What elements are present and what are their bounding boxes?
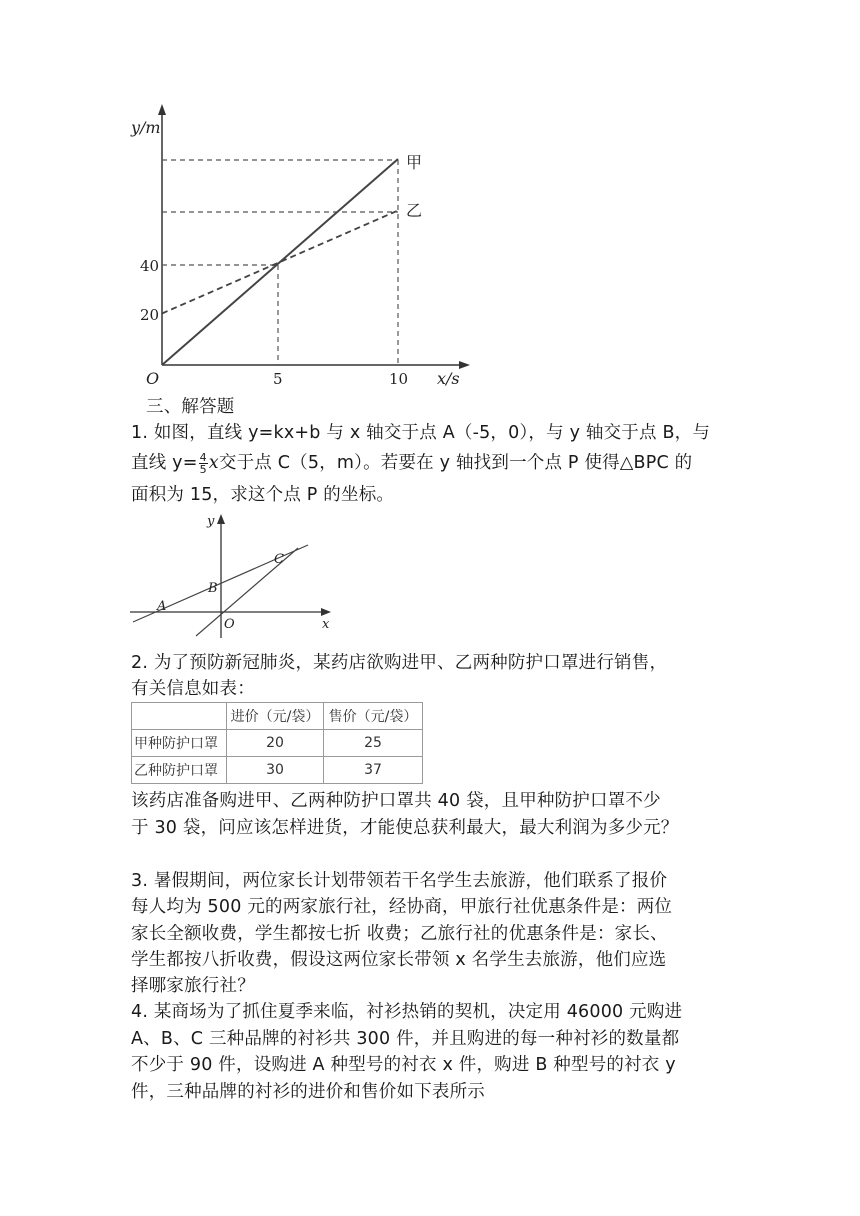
mask-price-table bbox=[131, 702, 423, 784]
section-title: 三、解答题 bbox=[146, 397, 235, 417]
q4-line-1: 4. 某商场为了抓住夏季来临，衬衫热销的契机，决定用 46000 元购进 bbox=[131, 1002, 683, 1022]
q2-line-2: 有关信息如表： bbox=[131, 679, 255, 699]
distance-time-chart bbox=[120, 100, 480, 395]
sketch-y-label: y bbox=[207, 514, 215, 529]
y-tick-40: 40 bbox=[140, 257, 160, 275]
sketch-origin-label: O bbox=[224, 617, 235, 632]
q1-line-3: 面积为 15，求这个点 P 的坐标。 bbox=[131, 485, 395, 505]
q2-line-3: 该药店准备购进甲、乙两种防护口罩共 40 袋，且甲种防护口罩不少 bbox=[131, 791, 661, 811]
variable-x: x bbox=[208, 453, 219, 473]
table-header-row bbox=[132, 703, 423, 730]
table-header-price: 售价（元/袋） bbox=[324, 703, 423, 730]
fraction-denominator: 5 bbox=[199, 462, 207, 476]
q3-line-2: 每人均为 500 元的两家旅行社，经协商，甲旅行社优惠条件是：两位 bbox=[131, 897, 673, 917]
point-b-label: B bbox=[208, 581, 218, 596]
origin-label: O bbox=[146, 369, 160, 388]
series-line-jia bbox=[162, 159, 398, 365]
table-cell: 30 bbox=[227, 757, 324, 784]
table-cell: 甲种防护口罩 bbox=[132, 730, 227, 757]
series-label-yi: 乙 bbox=[406, 201, 423, 220]
q1-line-2-suffix: 交于点 C（5，m）。若要在 y 轴找到一个点 P 使得△BPC 的 bbox=[218, 453, 693, 473]
q3-line-5: 择哪家旅行社？ bbox=[131, 976, 255, 996]
fraction-4-5 bbox=[199, 452, 208, 475]
point-a-label: A bbox=[157, 599, 167, 614]
sketch-x-label: x bbox=[322, 617, 330, 632]
sketch-x-arrow bbox=[321, 608, 331, 616]
q3-line-1: 3. 暑假期间，两位家长计划带领若干名学生去旅游，他们联系了报价 bbox=[131, 871, 668, 891]
q4-line-4: 件，三种品牌的衬衫的进价和售价如下表所示 bbox=[131, 1082, 485, 1102]
q4-line-3: 不少于 90 件，设购进 A 种型号的衬衣 x 件，购进 B 种型号的衬衣 y bbox=[131, 1055, 676, 1075]
table-cell: 乙种防护口罩 bbox=[132, 757, 227, 784]
q2-line-1: 2. 为了预防新冠肺炎，某药店欲购进甲、乙两种防护口罩进行销售， bbox=[131, 653, 668, 673]
sketch-y-arrow bbox=[217, 514, 225, 524]
table-cell: 37 bbox=[324, 757, 423, 784]
coordinate-sketch bbox=[125, 508, 340, 638]
q3-line-4: 学生都按八折收费，假设这两位家长带领 x 名学生去旅游，他们应选 bbox=[131, 950, 667, 970]
q1-line-1: 1. 如图，直线 y=kx+b 与 x 轴交于点 A（-5，0），与 y 轴交于点 B，与 bbox=[131, 423, 711, 443]
table-row bbox=[132, 730, 423, 757]
x-tick-5: 5 bbox=[273, 370, 283, 388]
x-tick-10: 10 bbox=[389, 370, 409, 388]
table-header-cost: 进价（元/袋） bbox=[227, 703, 324, 730]
y-axis-arrow bbox=[158, 104, 166, 115]
q2-line-4: 于 30 袋，问应该怎样进货，才能使总获利最大，最大利润为多少元？ bbox=[131, 818, 679, 838]
q4-line-2: A、B、C 三种品牌的衬衫共 300 件，并且购进的每一种衬衫的数量都 bbox=[131, 1029, 680, 1049]
q3-line-3: 家长全额收费，学生都按七折 收费；乙旅行社的优惠条件是：家长、 bbox=[131, 924, 668, 944]
point-c-label: C bbox=[274, 552, 284, 567]
q1-line-2-prefix: 直线 y= bbox=[131, 453, 198, 473]
q1-line-2 bbox=[131, 450, 692, 476]
series-label-jia: 甲 bbox=[406, 153, 423, 172]
x-axis-arrow bbox=[459, 361, 470, 369]
table-cell: 20 bbox=[227, 730, 324, 757]
x-axis-label: x/s bbox=[437, 369, 460, 388]
table-cell: 25 bbox=[324, 730, 423, 757]
fraction-numerator: 4 bbox=[199, 450, 207, 464]
y-axis-label: y/m bbox=[131, 118, 161, 137]
y-tick-20: 20 bbox=[140, 306, 160, 324]
table-cell bbox=[132, 703, 227, 730]
table-row bbox=[132, 757, 423, 784]
